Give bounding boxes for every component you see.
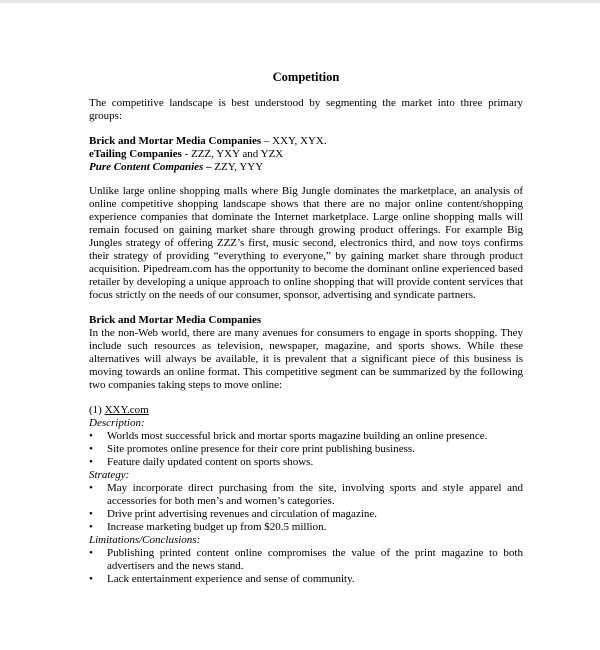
group-label: eTailing Companies [89, 148, 182, 160]
company-item-heading [89, 404, 523, 417]
list-item: • Lack entertainment experience and sense of community. [89, 573, 523, 586]
analysis-paragraph: Unlike large online shopping malls where Big Jungle dominates the marketplace, an analysis of online competitive shopping landscape shows that there are no major online content/shopping experience companies that dominate the Internet marketplace. Large online shopping malls will remain focused on gaining market share through growing product offerings. For example Big Jungles strategy of offering ZZZ’s first, music second, electronics third, and now toys confirms their strategy of providing “everything to everyone,” by gaining market share through product acquisition. Pipedream.com has the opportunity to become the dominant online experienced based retailer by developing a unique approach to online shopping that will provide content services that focus strictly on the needs of our consumer, sponsor, advertising and syndicate partners. [89, 185, 523, 301]
strategy-list [89, 482, 523, 534]
group-label: Brick and Mortar Media Companies [89, 135, 262, 147]
top-border [0, 0, 600, 3]
list-item: • Site promotes online presence for their core print publishing business. [89, 443, 523, 456]
limitations-list [89, 547, 523, 586]
group-pure-content [89, 161, 523, 174]
strategy-label: Strategy: [89, 469, 130, 481]
group-sep: – [261, 135, 273, 147]
group-sep: – [203, 161, 215, 173]
description-list [89, 430, 523, 469]
group-value: ZZZ, YXY and YZX [190, 148, 284, 160]
document-page [89, 68, 523, 586]
group-label: Pure Content Companies [89, 161, 204, 173]
page-title: Competition [272, 70, 340, 84]
group-sep: - [181, 148, 191, 160]
group-value: XXY, XYX. [272, 135, 327, 147]
description-label: Description: [89, 417, 145, 429]
section-heading: Brick and Mortar Media Companies [89, 314, 262, 326]
list-item: • May incorporate direct purchasing from the site, involving sports and style apparel and accessories for both men’s and women’s categories. [89, 482, 523, 508]
list-item: • Worlds most successful brick and mortar sports magazine building an online presence. [89, 430, 523, 443]
list-item: • Feature daily updated content on sports shows. [89, 456, 523, 469]
group-etailing [89, 148, 523, 161]
group-brick-mortar [89, 135, 523, 148]
company-link[interactable]: XXY.com [104, 404, 149, 416]
non-web-paragraph: In the non-Web world, there are many avenues for consumers to engage in sports shopping. They include such resources as television, newspaper, magazine, and sports shows. While these alternatives will always be available, it is prevalent that a significant piece of this business is moving towards an online format. This competitive segment can be summarized by the following two companies taking steps to move online: [89, 327, 523, 391]
item-number: (1) [89, 404, 102, 416]
list-item: • Publishing printed content online compromises the value of the print magazine to both advertisers and the news stand. [89, 547, 523, 573]
limitations-label: Limitations/Conclusions: [89, 534, 201, 546]
group-value: ZZY, YYY [214, 161, 264, 173]
list-item: • Increase marketing budget up from $20.5 million. [89, 521, 523, 534]
intro-paragraph: The competitive landscape is best understood by segmenting the market into three primary groups: [89, 97, 523, 122]
list-item: • Drive print advertising revenues and circulation of magazine. [89, 508, 523, 521]
market-groups [89, 135, 523, 174]
